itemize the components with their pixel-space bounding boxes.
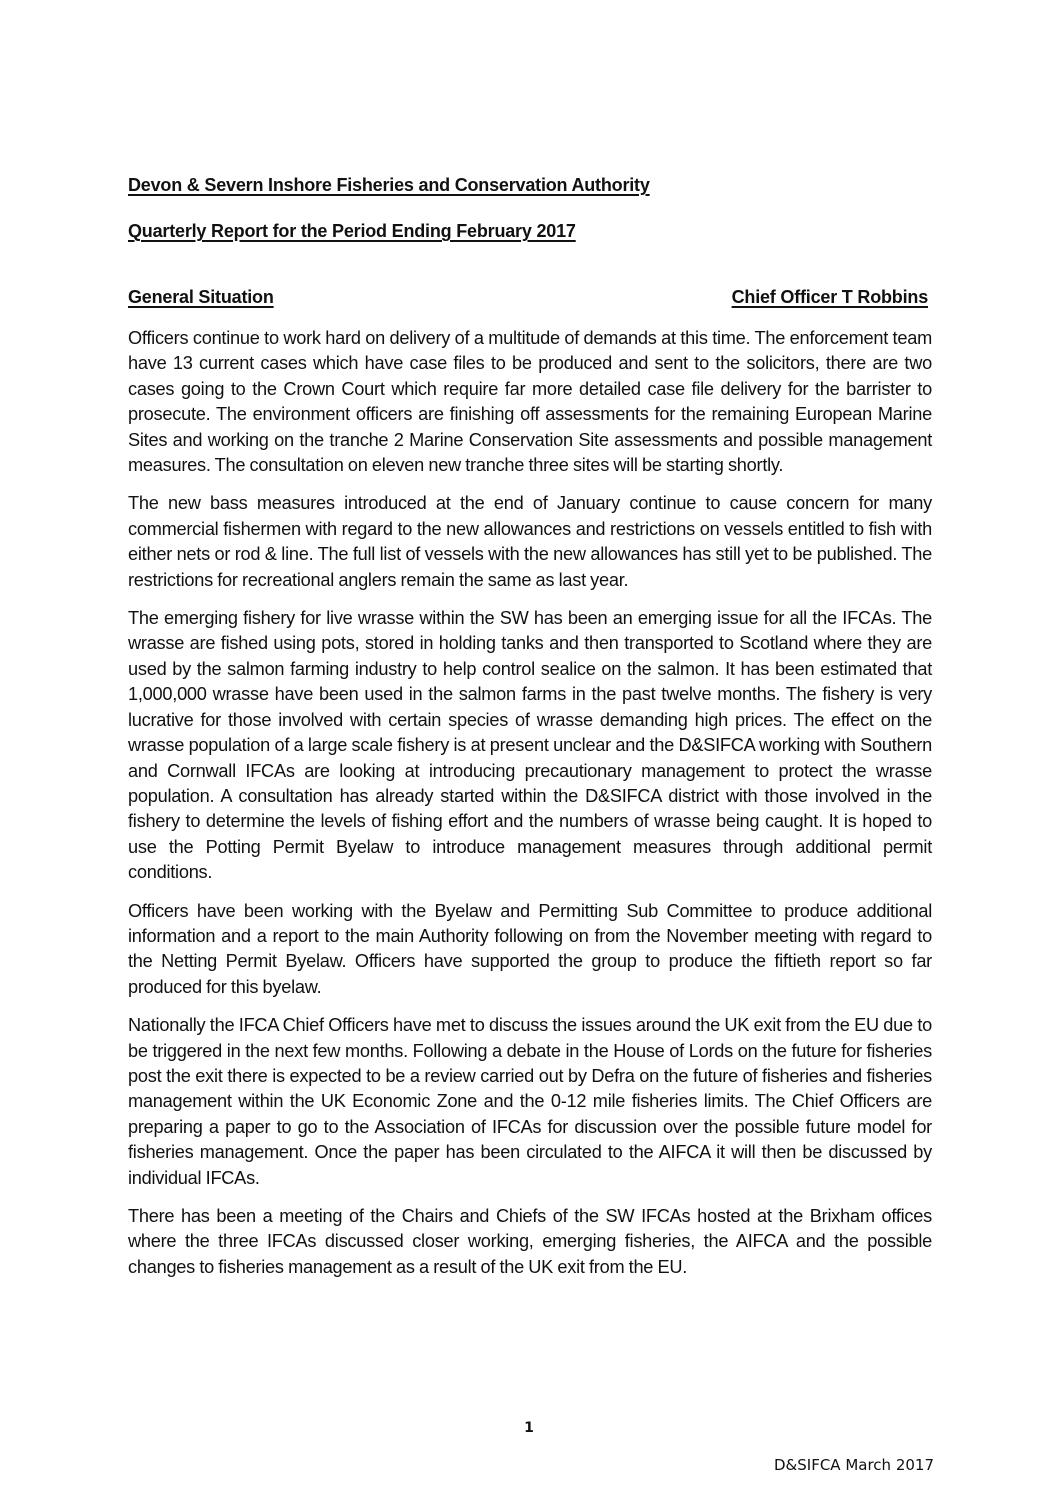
section-header [128,287,928,308]
paragraph-workload: Officers continue to work hard on delivery of a multitude of demands at this time. The enforcement team have 13 current cases which have case files to be produced and sent to the solicitors, there are two cases going to the Crown Court which require far more detailed case file delivery for the barrister to prosecute. The environment officers are finishing off assessments for the remaining European Marine Sites and working on the tranche 2 Marine Conservation Site assessments and possible management measures. The consultation on eleven new tranche three sites will be starting shortly. [128,328,932,476]
paragraph-sw-ifcas-meeting: There has been a meeting of the Chairs and Chiefs of the SW IFCAs hosted at the Brixham offices where the three IFCAs discussed closer working, emerging fisheries, the AIFCA and the possible changes to fisheries management as a result of the UK exit from the EU. [128,1206,932,1277]
paragraph-netting-byelaw: Officers have been working with the Byelaw and Permitting Sub Committee to produce additional information and a report to the main Authority following on from the November meeting with regard to the Netting Permit Byelaw. Officers have supported the group to produce the fiftieth report so far produced for this byelaw. [128,900,932,997]
page-number: 1 [524,1420,534,1436]
section-heading: General Situation [128,287,274,307]
paragraph-wrasse-fishery: The emerging fishery for live wrasse within the SW has been an emerging issue for all the IFCAs. The wrasse are fished using pots, stored in holding tanks and then transported to Scotland where they are used by the salmon farming industry to help control sealice on the salmon. It has been estimated that 1,000,000 wrasse have been used in the salmon farms in the past twelve months. The fishery is very lucrative for those involved with certain species of wrasse demanding high prices. The effect on the wrasse population of a large scale fishery is at present unclear and the D&SIFCA working with Southern and Cornwall IFCAs are looking at introducing precautionary management to protect the wrasse population. A consultation has already started within the D&SIFCA district with those involved in the fishery to determine the levels of fishing effort and the numbers of wrasse being caught. It is hoped to use the Potting Permit Byelaw to introduce management measures through additional permit conditions. [128,608,932,883]
paragraph-bass-measures: The new bass measures introduced at the end of January continue to cause concern for many commercial fishermen with regard to the new allowances and restrictions on vessels entitled to fish with either nets or rod & line. The full list of vessels with the new allowances has still yet to be published. The restrictions for recreational anglers remain the same as last year. [128,493,932,590]
report-body [128,326,932,1293]
footer-date: D&SIFCA March 2017 [774,1456,934,1474]
report-title: Quarterly Report for the Period Ending February 2017 [128,221,576,241]
section-author: Chief Officer T Robbins [731,287,928,307]
organisation-title: Devon & Severn Inshore Fisheries and Conservation Authority [128,175,650,195]
paragraph-uk-exit: Nationally the IFCA Chief Officers have met to discuss the issues around the UK exit from the EU due to be triggered in the next few months. Following a debate in the House of Lords on the future for fisheries post the exit there is expected to be a review carried out by Defra on the future of fisheries and fisheries management within the UK Economic Zone and the 0-12 mile fisheries limits. The Chief Officers are preparing a paper to go to the Association of IFCAs for discussion over the possible future model for fisheries management. Once the paper has been circulated to the AIFCA it will then be discussed by individual IFCAs. [128,1015,932,1188]
